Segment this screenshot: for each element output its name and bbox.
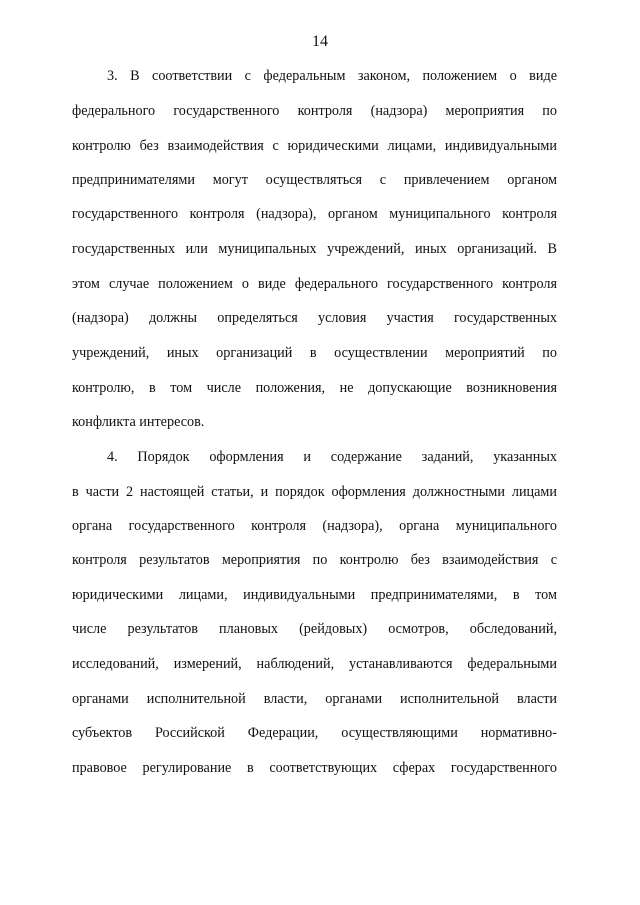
page-number: 14 [312,33,328,50]
paragraph-4-line-3: органа государственного контроля (надзора), органа муниципального [72,518,557,534]
paragraph-4-line-7: исследований, измерений, наблюдений, устанавливаются федеральными [72,656,557,672]
paragraph-4-line-8: органами исполнительной власти, органами исполнительной власти [72,691,557,707]
paragraph-3-line-8: (надзора) должны определяться условия участия государственных [72,310,557,326]
paragraph-3-line-3: контролю без взаимодействия с юридическими лицами, индивидуальными [72,138,557,154]
paragraph-3-line-5: государственного контроля (надзора), органом муниципального контроля [72,206,557,222]
paragraph-4-line-9: субъектов Российской Федерации, осуществляющими нормативно- [72,725,557,741]
paragraph-3-line-1: 3. В соответствии с федеральным законом, положением о виде [107,68,557,84]
paragraph-3-line-11: конфликта интересов. [72,414,205,430]
paragraph-4-line-4: контроля результатов мероприятия по контролю без взаимодействия с [72,552,557,568]
paragraph-3-line-6: государственных или муниципальных учреждений, иных организаций. В [72,241,557,257]
paragraph-4-line-1: 4. Порядок оформления и содержание заданий, указанных [107,449,557,465]
paragraph-3-line-9: учреждений, иных организаций в осуществлении мероприятий по [72,345,557,361]
paragraph-4-line-5: юридическими лицами, индивидуальными предпринимателями, в том [72,587,557,603]
paragraph-3-line-2: федерального государственного контроля (надзора) мероприятия по [72,103,557,119]
paragraph-3-line-7: этом случае положением о виде федерального государственного контроля [72,276,557,292]
paragraph-3-line-4: предпринимателями могут осуществляться с привлечением органом [72,172,557,188]
paragraph-4-line-6: числе результатов плановых (рейдовых) осмотров, обследований, [72,621,557,637]
paragraph-4-line-10: правовое регулирование в соответствующих сферах государственного [72,760,557,776]
paragraph-3-line-10: контролю, в том числе положения, не допускающие возникновения [72,380,557,396]
paragraph-4-line-2: в части 2 настоящей статьи, и порядок оформления должностными лицами [72,484,557,500]
